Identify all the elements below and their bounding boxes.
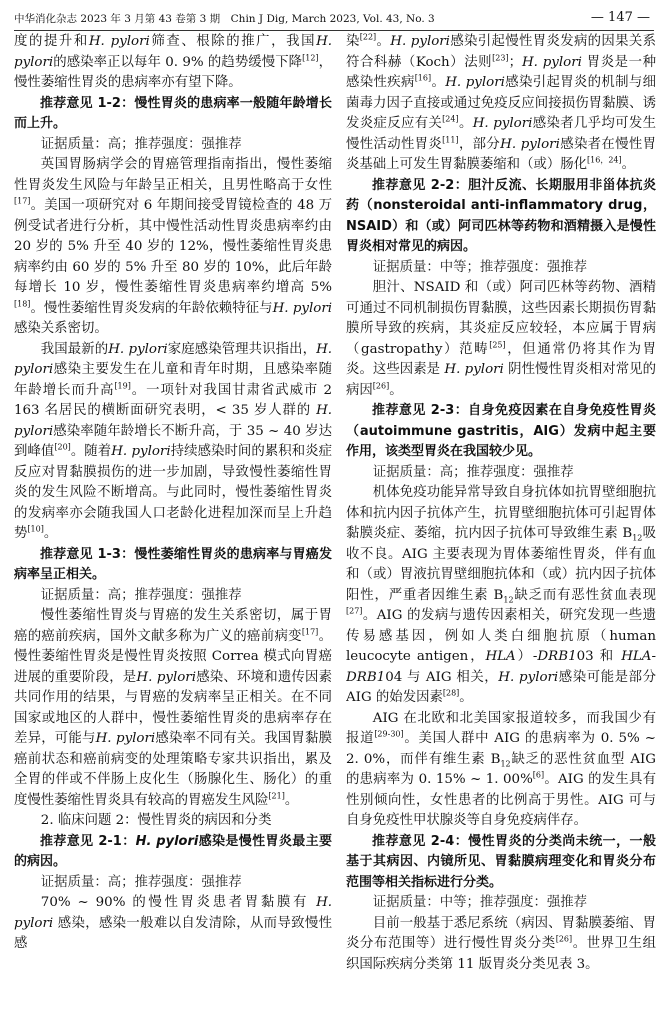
citation: [10] <box>27 524 44 534</box>
citation: [18] <box>14 299 31 309</box>
right-column <box>346 32 656 1005</box>
citation: [28] <box>442 688 460 698</box>
paragraph: AIG 在北欧和北美国家报道较多，而我国少有报道[29-30]。美国人群中 AIG 的患病率为 0. 5% ~ 2. 0%，而伴有维生素 $B_{12}$缺乏的恶性贫血型 AIG 的患病率为 0. 15% ~ 1. 00%[6]。AIG 的发生具有性别倾向性，女性患者的比例高于男性。AIG 可与自身免疫性甲状腺炎等自身免疫病伴存。 <box>346 710 656 828</box>
citation: [6] <box>532 770 545 780</box>
paragraph: 目前一般基于悉尼系统（病因、胃黏膜萎缩、胃炎分布范围等）进行慢性胃炎分类[26]。世界卫生组织国际疾病分类第 11 版胃炎分类见表 3。 <box>346 915 656 972</box>
citation: [16] <box>414 73 432 83</box>
paragraph: 染[22]。H. pylori感染引起慢性胃炎发病的因果关系符合科赫（Koch）法则[23]；H. pylori 胃炎是一种感染性疾病[16]。H. pylori感染引起胃炎的机制与细菌毒力因子直接或通过免疫反应间接损伤胃黏膜、诱发炎症反应有关[24]。H. pylori感染者几乎均可发生慢性活动性胃炎[11]，部分H. pylori感染者在慢性胃炎基础上可发生胃黏膜萎缩和（或）肠化[16，24]。 <box>346 32 656 172</box>
evidence-1-2: 证据质量：高；推荐强度：强推荐 <box>40 136 242 152</box>
citation: [11] <box>442 135 459 145</box>
citation: [16，24] <box>587 155 622 165</box>
running-header <box>14 8 654 31</box>
citation: [23] <box>492 53 509 63</box>
paragraph: 70% ~ 90% 的慢性胃炎患者胃黏膜有 H. pylori 感染，感染一般难以自发清除，从而导致慢性感 <box>14 895 332 951</box>
left-column <box>14 32 332 1005</box>
paragraph: 机体免疫功能异常导致自身抗体如抗胃壁细胞抗体和抗内因子抗体产生，抗胃壁细胞抗体可引起胃体黏膜炎症、萎缩，抗内因子抗体可导致维生素 $B_{12}$吸收不良。AIG 主要表现为胃体萎缩性胃炎，伴有血和（或）胃液抗胃壁细胞抗体和（或）抗内因子抗体阳性，严重者因维生素 $B_{12}$缺乏而有恶性贫血表现[27]。AIG 的发病与遗传因素相关，研究发现一些遗传易感基因，例如人类白细胞抗原（human leucocyte antigen，HLA）-DRB103 和 HLA-DRB104 与 AIG 相关，H. pylori感染可能是部分 AIG 的始发因素[28]。 <box>346 485 656 705</box>
recommendation-2-4: 推荐意见 2-4：慢性胃炎的分类尚未统一，一般基于其病因、内镜所见、胃黏膜病理变化和胃炎分布范围等相关指标进行分类。 <box>346 833 656 890</box>
evidence-2-2: 证据质量：中等；推荐强度：强推荐 <box>372 259 588 275</box>
citation: [12] <box>302 53 319 63</box>
citation: [26] <box>555 934 573 944</box>
citation: [17] <box>14 196 31 206</box>
citation: [21] <box>268 791 285 801</box>
citation: [17] <box>301 627 319 637</box>
paragraph: 慢性萎缩性胃炎与胃癌的发生关系密切，属于胃癌的癌前疾病，国外文献多称为广义的癌前病变[17]。慢性萎缩性胃炎是慢性胃炎按照 Correa 模式向胃癌进展的重要阶段，是H. pylori感染、环境和遗传因素共同作用的结果，与胃癌的发病率呈正相关。在不同国家或地区的人群中，慢性萎缩性胃炎的患病率存在差异，可能与H. pylori感染率不同有关。我国胃黏膜癌前状态和癌前病变的处理策略专家共识指出，累及全胃的伴或不伴肠上皮化生（肠腺化生、肠化）的重度慢性萎缩性胃炎具有较高的胃癌发生风险[21]。 <box>14 608 332 808</box>
evidence-1-3: 证据质量：高；推荐强度：强推荐 <box>40 587 242 603</box>
recommendation-2-3: 推荐意见 2-3：自身免疫因素在自身免疫性胃炎（autoimmune gastritis，AIG）发病中起主要作用，该类型胃炎在我国较少见。 <box>346 403 656 459</box>
evidence-2-3: 证据质量：高；推荐强度：强推荐 <box>372 464 574 480</box>
citation: [29-30] <box>374 729 404 739</box>
paragraph: 胆汁、NSAID 和（或）阿司匹林等药物、酒精可通过不同机制损伤胃黏膜，这些因素长期损伤胃黏膜所导致的疾病，其炎症反应较轻，本应属于胃病（gastropathy）范畴[25]，但通常仍将其作为胃炎。这些因素是 H. pylori 阴性慢性胃炎相对常见的病因[26]。 <box>346 280 656 398</box>
paragraph: 度的提升和H. pylori筛查、根除的推广，我国H. pylori的感染率正以每年 0. 9% 的趋势缓慢下降[12]，慢性萎缩性胃炎的患病率亦有望下降。 <box>14 34 332 90</box>
citation: [22] <box>359 32 377 42</box>
paragraph: 我国最新的H. pylori家庭感染管理共识指出，H. pylori感染主要发生在儿童和青年时期，且感染率随年龄增长而升高[19]。一项针对我国甘肃省武威市 2 163 名居民的横断面研究表明，< 35 岁人群的 H. pylori感染率随年龄增长不断升高，于 35 ~ 40 岁达到峰值[20]。随着H. pylori持续感染时间的累积和炎症反应对胃黏膜损伤的进一步加剧，导致慢性萎缩性胃炎的发生风险不断增高。与此同时，慢性萎缩性胃炎的发病率亦会随我国人口老龄化进程加深而呈上升趋势[10]。 <box>14 341 332 541</box>
citation: [19] <box>114 381 131 391</box>
citation: [24] <box>442 114 459 124</box>
page-number: — 147 — <box>590 10 650 25</box>
recommendation-2-1: 推荐意见 2-1：H. pylori感染是慢性胃炎最主要的病因。 <box>14 833 332 869</box>
evidence-2-1: 证据质量：高；推荐强度：强推荐 <box>40 874 242 890</box>
journal-info: 中华消化杂志 2023 年 3 月第 43 卷第 3 期 Chin J Dig, March 2023, Vol. 43, No. 3 <box>14 13 435 25</box>
recommendation-1-3: 推荐意见 1-3：慢性萎缩性胃炎的患病率与胃癌发病率呈正相关。 <box>14 546 332 582</box>
citation: [20] <box>54 442 71 452</box>
evidence-2-4: 证据质量：中等；推荐强度：强推荐 <box>372 895 588 910</box>
citation: [25] <box>489 340 506 350</box>
citation: [26] <box>372 381 390 391</box>
citation: [27] <box>346 606 363 616</box>
recommendation-1-2: 推荐意见 1-2：慢性胃炎的患病率一般随年龄增长而上升。 <box>14 95 332 131</box>
section-heading-2: 2. 临床问题 2：慢性胃炎的病因和分类 <box>40 813 272 828</box>
recommendation-2-2: 推荐意见 2-2：胆汁反流、长期服用非甾体抗炎药（nonsteroidal anti-inflammatory drug，NSAID）和（或）阿司匹林等药物和酒精摄入是慢性胃炎相对常见的病因。 <box>346 177 656 254</box>
paragraph: 英国胃肠病学会的胃癌管理指南指出，慢性萎缩性胃炎发生风险与年龄呈正相关，且男性略高于女性[17]。美国一项研究对 6 年期间接受胃镜检查的 48 万例受试者进行分析，其中慢性活动性胃炎患病率约由 20 岁的 5% 升至 40 岁的 12%，慢性萎缩性胃炎患病率约由 60 岁的 5% 升至 80 岁的 10%，此后年龄每增长 10 岁，慢性萎缩性胃炎患病率约增高 5%[18]。慢性萎缩性胃炎发病的年龄依赖特征与H. pylori感染关系密切。 <box>14 157 332 336</box>
